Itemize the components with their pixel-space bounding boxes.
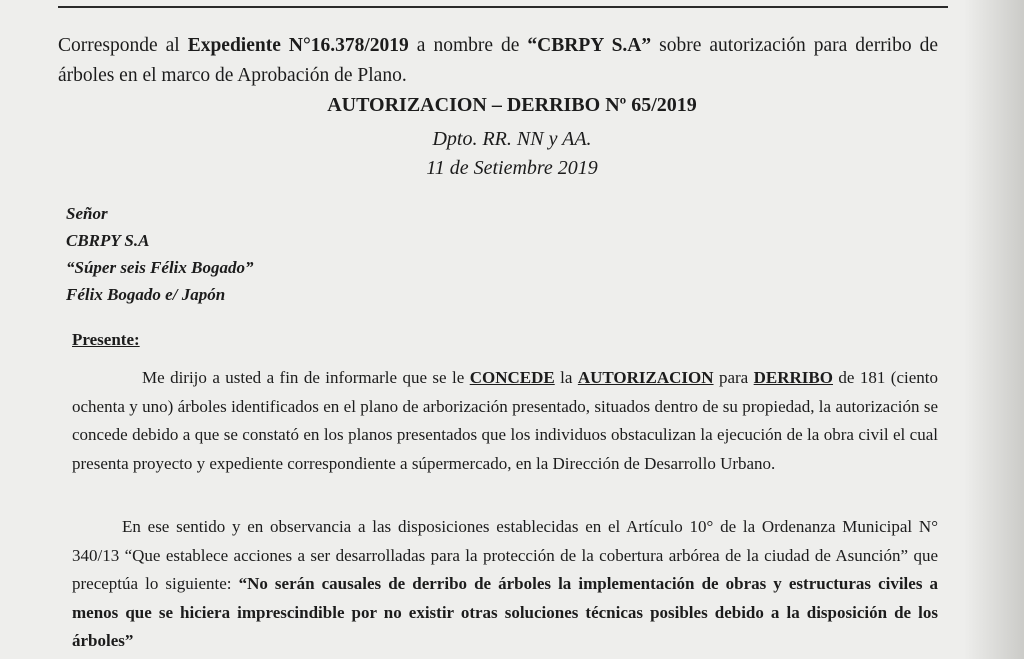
p1-text-3: para [713,368,754,387]
paragraph-2 [72,513,938,656]
addressee-line-3: “Súper seis Félix Bogado” [66,258,254,277]
ordinance-quote: “No serán causales de derribo de árboles la implementación de obras y estructuras civiles a menos que se hiciera imprescindible por no existir otras soluciones técnicas posibles debido a la disposición de los árboles” [72,574,939,650]
intro-text-5: sobre autorización para derribo de árboles en el marco de Aprobación de Plano. [58,35,938,86]
expediente-number: Expediente N°16.378/2019 [187,35,409,56]
document-date: 11 de Setiembre 2019 [426,157,598,179]
intro-text-3: a nombre de [408,35,528,56]
p2-text-1: En ese sentido y en observancia a las disposiciones establecidas en el Artículo 10° de la Ordenanza Municipal N° 340/13 “Que establece acciones a ser desarrolladas para la protección de la cobertura arbórea de la ciudad de Asunción” que preceptúa lo siguiente: [72,517,938,593]
company-name: “CBRPY S.A” [527,35,652,56]
derribo-keyword: DERRIBO [753,368,833,387]
document-title: AUTORIZACION – DERRIBO Nº 65/2019 [327,94,697,116]
top-rule [58,6,948,8]
intro-text-1: Corresponde al [58,35,188,56]
p1-text-4: de 181 (ciento ochenta y uno) árboles identificados en el plano de arborización presentado, situados dentro de su propiedad, la autorización se concede debido a que se constató en los planos presentados que los individuos obstaculizan la ejecución de la obra civil el cual presenta proyecto y expediente correspondiente a súpermercado, en la Dirección de Desarrollo Urbano. [72,368,938,473]
addressee-line-1: Señor [66,204,108,223]
p1-text-2: la [554,368,578,387]
intro-paragraph [58,31,938,91]
addressee-line-4: Félix Bogado e/ Japón [66,285,226,304]
addressee-line-2: CBRPY S.A [66,231,150,250]
greeting: Presente: [72,330,140,349]
addressee-block [66,200,254,308]
department: Dpto. RR. NN y AA. [432,128,592,150]
autorizacion-keyword: AUTORIZACION [577,368,714,387]
p1-text-1: Me dirijo a usted a fin de informarle que se le [142,368,470,387]
paragraph-1 [72,364,938,478]
concede-keyword: CONCEDE [469,368,555,387]
